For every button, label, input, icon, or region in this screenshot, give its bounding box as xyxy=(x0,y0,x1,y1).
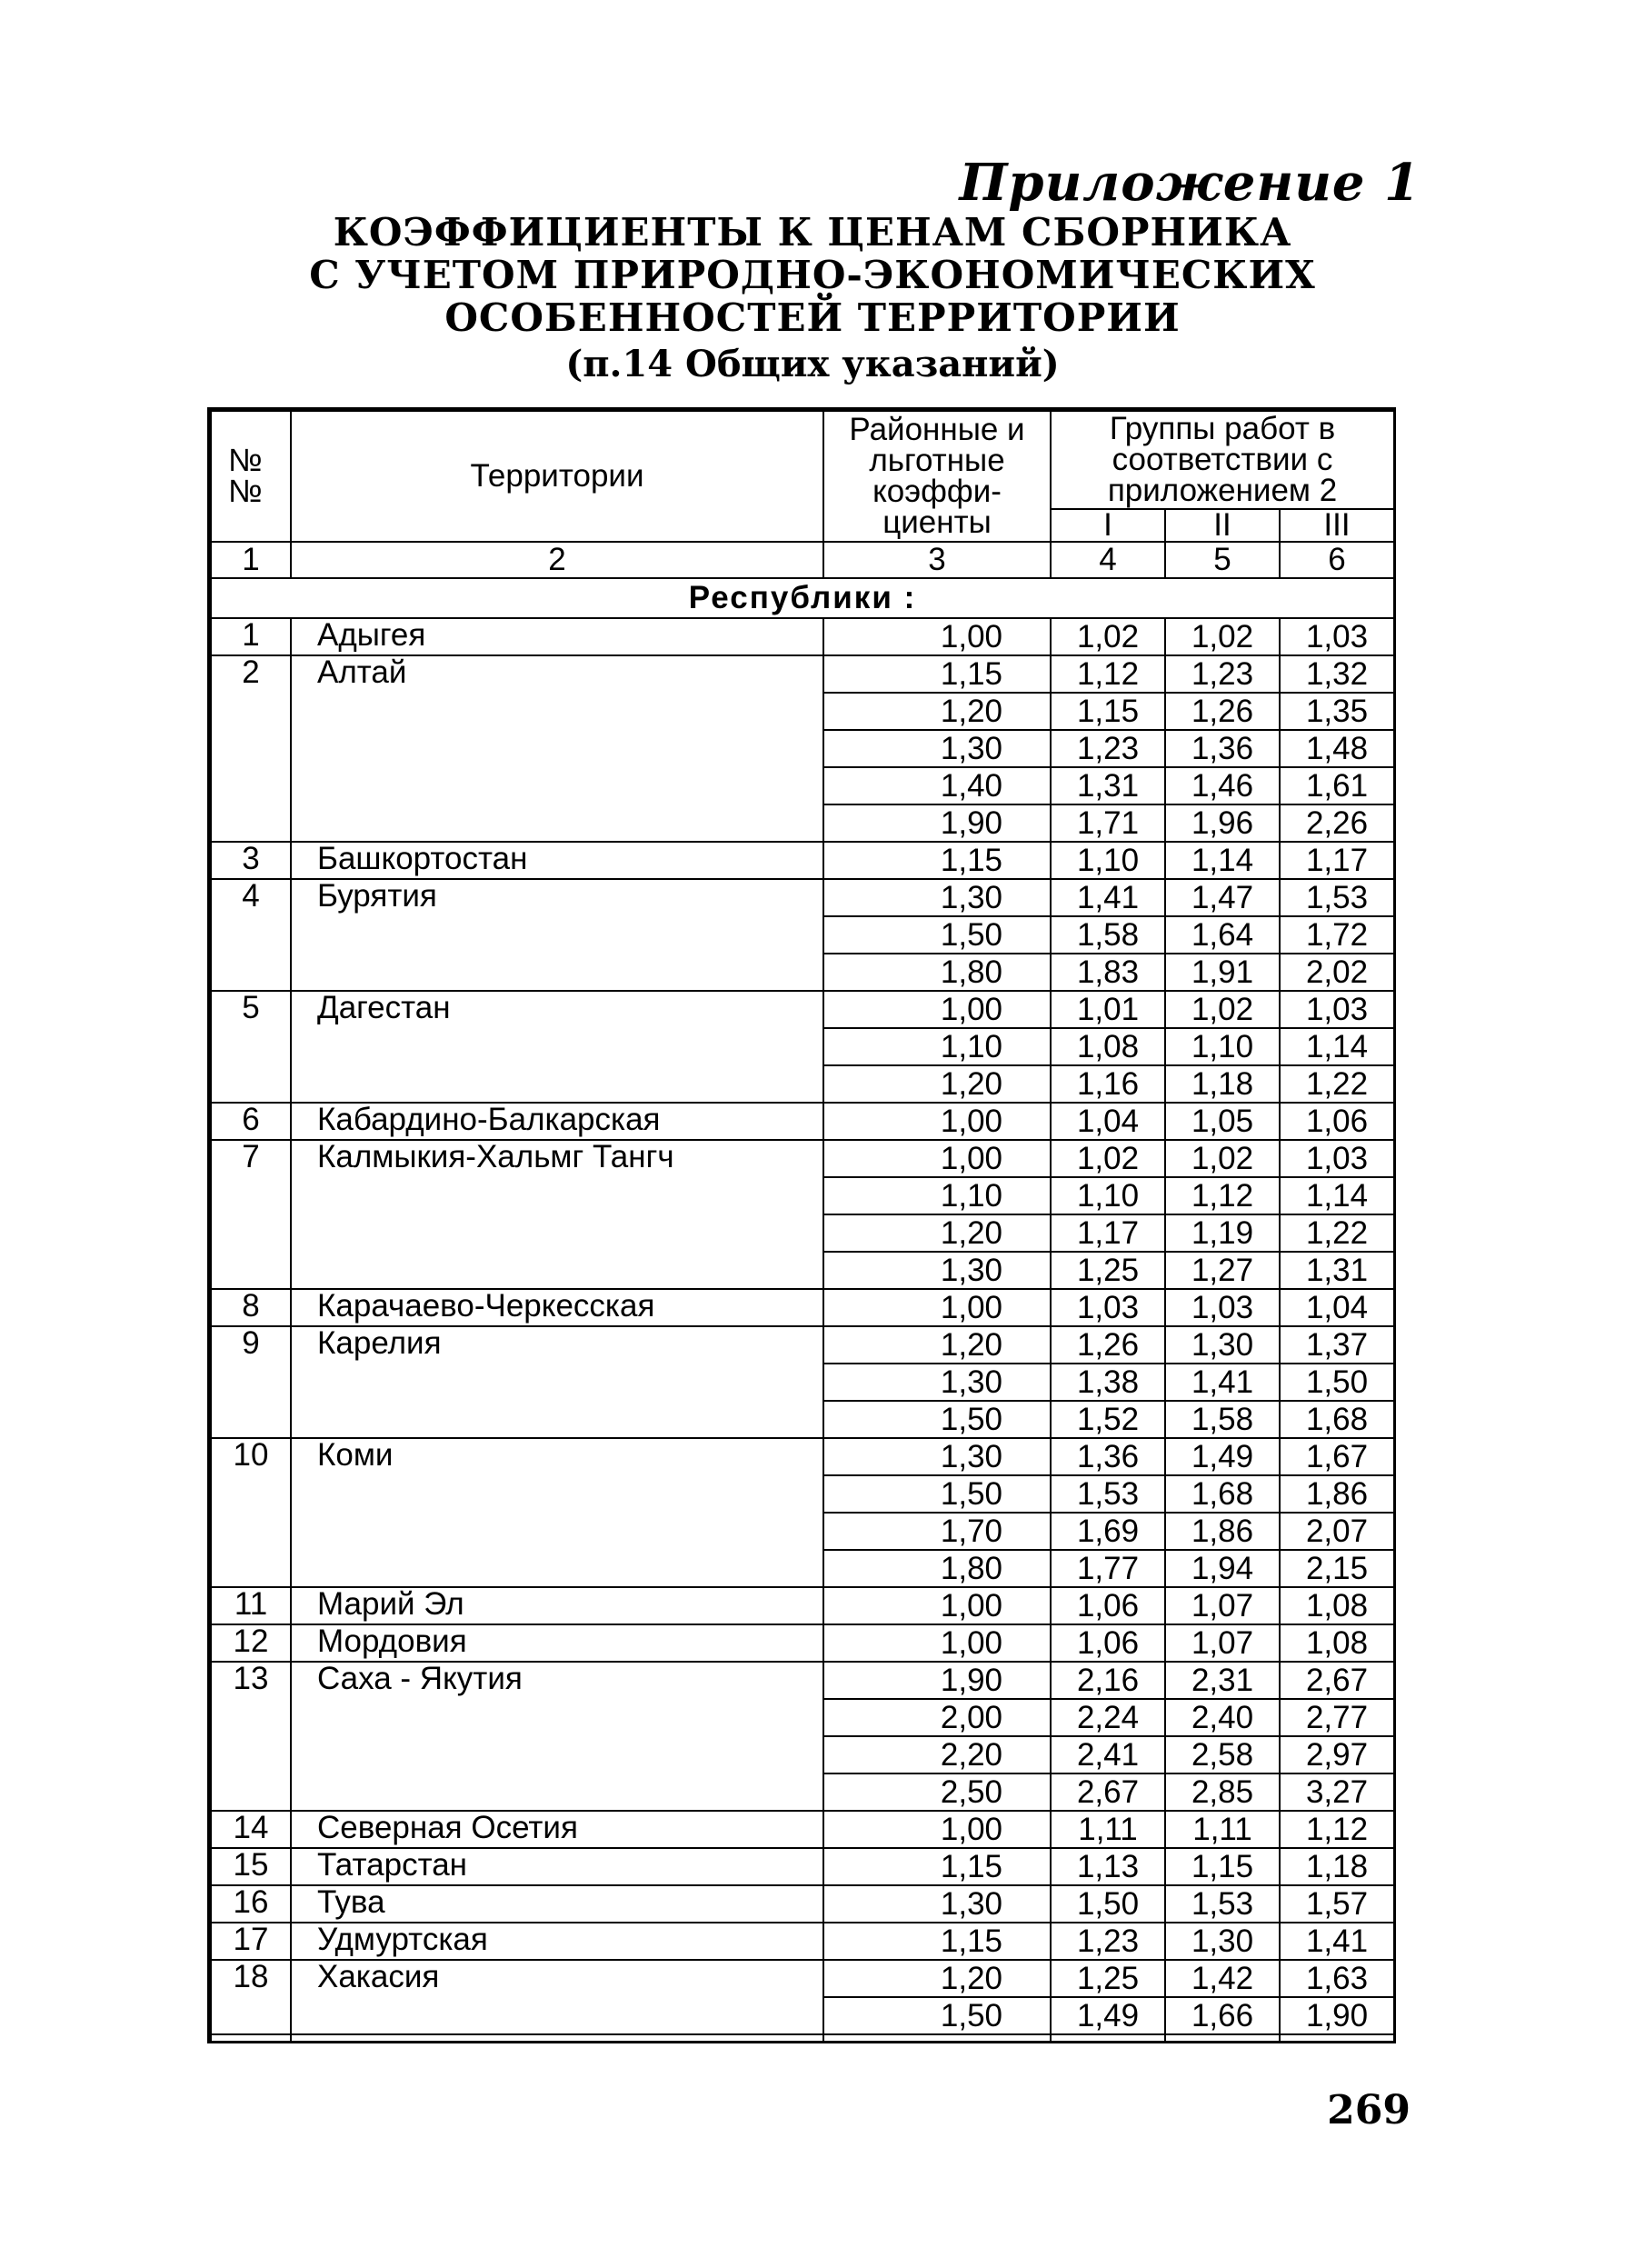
group-2-value: 1,15 xyxy=(1165,1848,1280,1885)
group-1-value: 1,01 xyxy=(1051,991,1165,1028)
table-row xyxy=(211,655,1394,693)
regional-coefficient: 1,20 xyxy=(823,1065,1051,1103)
regional-coefficient: 1,10 xyxy=(823,1028,1051,1065)
region-name: Северная Осетия xyxy=(291,1811,823,1848)
column-number: 2 xyxy=(291,542,823,578)
region-name: Мордовия xyxy=(291,1624,823,1662)
region-name: Дагестан xyxy=(291,991,823,1103)
table-row xyxy=(211,1848,1394,1885)
region-number: 15 xyxy=(211,1848,291,1885)
group-3-value: 2,26 xyxy=(1280,804,1394,842)
table-row xyxy=(211,1885,1394,1923)
group-1-value: 1,06 xyxy=(1051,1624,1165,1662)
coefficients-table xyxy=(210,410,1395,2043)
group-2-value: 1,10 xyxy=(1165,1028,1280,1065)
region-number: 2 xyxy=(211,655,291,842)
regional-coefficient: 1,00 xyxy=(823,618,1051,655)
regional-coefficient: 1,30 xyxy=(823,1364,1051,1401)
group-2-value: 2,40 xyxy=(1165,1699,1280,1736)
group-1-value: 1,15 xyxy=(1051,693,1165,730)
column-number: 5 xyxy=(1165,542,1280,578)
group-2-value: 1,12 xyxy=(1165,1177,1280,1214)
group-3-value: 1,08 xyxy=(1280,1587,1394,1624)
regional-coefficient: 1,80 xyxy=(823,1550,1051,1587)
region-number: 5 xyxy=(211,991,291,1103)
region-name: Марий Эл xyxy=(291,1587,823,1624)
group-2-value: 1,58 xyxy=(1165,1401,1280,1438)
table-row xyxy=(211,1811,1394,1848)
group-3-value: 1,37 xyxy=(1280,1326,1394,1364)
group-1-value: 1,36 xyxy=(1051,1438,1165,1475)
regional-coefficient: 2,50 xyxy=(823,1773,1051,1811)
group-2-value: 1,02 xyxy=(1165,1140,1280,1177)
group-3-value: 1,03 xyxy=(1280,1140,1394,1177)
group-2-value: 1,36 xyxy=(1165,730,1280,767)
region-number: 18 xyxy=(211,1960,291,2034)
group-2-value: 1,18 xyxy=(1165,1065,1280,1103)
region-number: 11 xyxy=(211,1587,291,1624)
header-work-groups: Группы работ в соответствии с приложением 2 xyxy=(1051,411,1394,509)
group-3-value: 2,02 xyxy=(1280,954,1394,991)
region-number: 10 xyxy=(211,1438,291,1587)
group-1-value: 1,08 xyxy=(1051,1028,1165,1065)
group-1-value: 1,11 xyxy=(1051,1811,1165,1848)
region-name: Бурятия xyxy=(291,879,823,991)
group-3-value: 2,15 xyxy=(1280,1550,1394,1587)
regional-coefficient: 1,00 xyxy=(823,991,1051,1028)
region-number: 17 xyxy=(211,1923,291,1960)
group-3-value: 2,97 xyxy=(1280,1736,1394,1773)
group-3-value: 1,63 xyxy=(1280,1960,1394,1997)
regional-coefficient: 1,00 xyxy=(823,1587,1051,1624)
group-2-value: 1,91 xyxy=(1165,954,1280,991)
region-name: Башкортостан xyxy=(291,842,823,879)
table-row xyxy=(211,991,1394,1028)
region-number: 7 xyxy=(211,1140,291,1289)
group-1-value: 1,52 xyxy=(1051,1401,1165,1438)
region-number: 12 xyxy=(211,1624,291,1662)
group-1-value: 1,06 xyxy=(1051,1587,1165,1624)
regional-coefficient: 1,20 xyxy=(823,693,1051,730)
group-1-value: 1,13 xyxy=(1051,1848,1165,1885)
region-name: Карелия xyxy=(291,1326,823,1438)
regional-coefficient: 1,90 xyxy=(823,1662,1051,1699)
group-3-value: 1,04 xyxy=(1280,1289,1394,1326)
table-row xyxy=(211,842,1394,879)
region-name: Тува xyxy=(291,1885,823,1923)
group-3-value: 1,50 xyxy=(1280,1364,1394,1401)
group-3-value: 1,48 xyxy=(1280,730,1394,767)
title-line: ОСОБЕННОСТЕЙ ТЕРРИТОРИИ xyxy=(444,295,1181,340)
group-2-value: 1,07 xyxy=(1165,1587,1280,1624)
group-3-value: 1,22 xyxy=(1280,1065,1394,1103)
group-2-value: 2,58 xyxy=(1165,1736,1280,1773)
group-1-value: 1,41 xyxy=(1051,879,1165,916)
group-3-value: 1,32 xyxy=(1280,655,1394,693)
group-3-value: 1,14 xyxy=(1280,1177,1394,1214)
filler-row xyxy=(211,2034,1394,2043)
regional-coefficient: 1,15 xyxy=(823,842,1051,879)
group-3-value: 1,31 xyxy=(1280,1252,1394,1289)
group-1-value: 2,24 xyxy=(1051,1699,1165,1736)
group-1-value: 1,16 xyxy=(1051,1065,1165,1103)
empty-cell xyxy=(1165,2034,1280,2043)
group-2-value: 1,41 xyxy=(1165,1364,1280,1401)
group-1-value: 1,02 xyxy=(1051,618,1165,655)
group-3-value: 1,14 xyxy=(1280,1028,1394,1065)
region-number: 14 xyxy=(211,1811,291,1848)
region-name: Кабардино-Балкарская xyxy=(291,1103,823,1140)
header-group-1: I xyxy=(1051,509,1165,542)
header-coefficients: Районные и льготные коэффи-циенты xyxy=(823,411,1051,542)
group-2-value: 1,86 xyxy=(1165,1513,1280,1550)
group-1-value: 1,23 xyxy=(1051,1923,1165,1960)
group-1-value: 1,49 xyxy=(1051,1997,1165,2034)
group-2-value: 1,02 xyxy=(1165,991,1280,1028)
table-row xyxy=(211,1289,1394,1326)
column-number-row xyxy=(211,542,1394,578)
regional-coefficient: 2,20 xyxy=(823,1736,1051,1773)
table-row xyxy=(211,1140,1394,1177)
subtitle: (п.14 Общих указаний) xyxy=(565,343,1060,385)
group-1-value: 1,12 xyxy=(1051,655,1165,693)
title-line: С УЧЕТОМ ПРИРОДНО-ЭКОНОМИЧЕСКИХ xyxy=(309,253,1316,297)
regional-coefficient: 1,15 xyxy=(823,1923,1051,1960)
group-2-value: 1,03 xyxy=(1165,1289,1280,1326)
group-2-value: 2,85 xyxy=(1165,1773,1280,1811)
group-2-value: 1,05 xyxy=(1165,1103,1280,1140)
regional-coefficient: 1,15 xyxy=(823,655,1051,693)
column-number: 1 xyxy=(211,542,291,578)
group-3-value: 1,90 xyxy=(1280,1997,1394,2034)
group-1-value: 1,38 xyxy=(1051,1364,1165,1401)
group-3-value: 1,53 xyxy=(1280,879,1394,916)
regional-coefficient: 1,30 xyxy=(823,730,1051,767)
group-1-value: 1,69 xyxy=(1051,1513,1165,1550)
regional-coefficient: 1,50 xyxy=(823,1997,1051,2034)
region-name: Алтай xyxy=(291,655,823,842)
group-1-value: 1,23 xyxy=(1051,730,1165,767)
group-1-value: 1,50 xyxy=(1051,1885,1165,1923)
group-3-value: 2,07 xyxy=(1280,1513,1394,1550)
regional-coefficient: 1,90 xyxy=(823,804,1051,842)
region-name: Карачаево-Черкесская xyxy=(291,1289,823,1326)
region-name: Коми xyxy=(291,1438,823,1587)
group-3-value: 3,27 xyxy=(1280,1773,1394,1811)
empty-cell xyxy=(291,2034,823,2043)
group-2-value: 1,23 xyxy=(1165,655,1280,693)
group-2-value: 1,07 xyxy=(1165,1624,1280,1662)
region-number: 16 xyxy=(211,1885,291,1923)
group-2-value: 1,30 xyxy=(1165,1326,1280,1364)
regional-coefficient: 1,30 xyxy=(823,1438,1051,1475)
regional-coefficient: 1,20 xyxy=(823,1960,1051,1997)
region-number: 9 xyxy=(211,1326,291,1438)
empty-cell xyxy=(1051,2034,1165,2043)
table-row xyxy=(211,1662,1394,1699)
table-row xyxy=(211,1587,1394,1624)
regional-coefficient: 1,15 xyxy=(823,1848,1051,1885)
regional-coefficient: 1,00 xyxy=(823,1289,1051,1326)
regional-coefficient: 1,30 xyxy=(823,1885,1051,1923)
group-2-value: 1,46 xyxy=(1165,767,1280,804)
group-3-value: 1,17 xyxy=(1280,842,1394,879)
regional-coefficient: 1,50 xyxy=(823,1475,1051,1513)
appendix-title: Приложение 1 xyxy=(959,153,1421,213)
region-name: Адыгея xyxy=(291,618,823,655)
group-3-value: 1,67 xyxy=(1280,1438,1394,1475)
group-1-value: 1,03 xyxy=(1051,1289,1165,1326)
group-2-value: 1,66 xyxy=(1165,1997,1280,2034)
group-3-value: 1,03 xyxy=(1280,991,1394,1028)
group-2-value: 1,27 xyxy=(1165,1252,1280,1289)
group-3-value: 1,61 xyxy=(1280,767,1394,804)
group-3-value: 1,57 xyxy=(1280,1885,1394,1923)
header-group-3: III xyxy=(1280,509,1394,542)
group-1-value: 1,25 xyxy=(1051,1252,1165,1289)
group-1-value: 1,10 xyxy=(1051,1177,1165,1214)
column-number: 6 xyxy=(1280,542,1394,578)
regional-coefficient: 1,50 xyxy=(823,916,1051,954)
group-2-value: 1,02 xyxy=(1165,618,1280,655)
column-number: 3 xyxy=(823,542,1051,578)
group-1-value: 2,41 xyxy=(1051,1736,1165,1773)
regional-coefficient: 1,80 xyxy=(823,954,1051,991)
group-1-value: 1,31 xyxy=(1051,767,1165,804)
regional-coefficient: 1,00 xyxy=(823,1103,1051,1140)
page-number: 269 xyxy=(1327,2087,1411,2133)
group-1-value: 1,25 xyxy=(1051,1960,1165,1997)
title-block xyxy=(0,211,1625,386)
group-3-value: 1,35 xyxy=(1280,693,1394,730)
group-1-value: 1,71 xyxy=(1051,804,1165,842)
group-2-value: 1,53 xyxy=(1165,1885,1280,1923)
regional-coefficient: 1,10 xyxy=(823,1177,1051,1214)
table-row xyxy=(211,1103,1394,1140)
table-row xyxy=(211,1438,1394,1475)
header-territory: Территории xyxy=(291,411,823,542)
group-1-value: 1,77 xyxy=(1051,1550,1165,1587)
region-name: Удмуртская xyxy=(291,1923,823,1960)
group-3-value: 1,68 xyxy=(1280,1401,1394,1438)
section-row xyxy=(211,578,1394,618)
table-row xyxy=(211,1923,1394,1960)
group-3-value: 1,12 xyxy=(1280,1811,1394,1848)
table-row xyxy=(211,1326,1394,1364)
regional-coefficient: 1,70 xyxy=(823,1513,1051,1550)
table-row xyxy=(211,1624,1394,1662)
group-2-value: 1,68 xyxy=(1165,1475,1280,1513)
group-2-value: 1,19 xyxy=(1165,1214,1280,1252)
group-2-value: 1,49 xyxy=(1165,1438,1280,1475)
group-3-value: 1,41 xyxy=(1280,1923,1394,1960)
regional-coefficient: 1,30 xyxy=(823,1252,1051,1289)
group-3-value: 1,08 xyxy=(1280,1624,1394,1662)
group-2-value: 1,47 xyxy=(1165,879,1280,916)
empty-cell xyxy=(1280,2034,1394,2043)
region-number: 4 xyxy=(211,879,291,991)
empty-cell xyxy=(823,2034,1051,2043)
group-1-value: 1,83 xyxy=(1051,954,1165,991)
group-3-value: 2,77 xyxy=(1280,1699,1394,1736)
group-2-value: 1,64 xyxy=(1165,916,1280,954)
regional-coefficient: 1,00 xyxy=(823,1624,1051,1662)
header-row xyxy=(211,411,1394,509)
title-line: КОЭФФИЦИЕНТЫ К ЦЕНАМ СБОРНИКА xyxy=(333,210,1292,255)
group-1-value: 1,58 xyxy=(1051,916,1165,954)
region-number: 3 xyxy=(211,842,291,879)
region-number: 6 xyxy=(211,1103,291,1140)
group-1-value: 1,17 xyxy=(1051,1214,1165,1252)
group-3-value: 1,03 xyxy=(1280,618,1394,655)
region-number: 8 xyxy=(211,1289,291,1326)
group-1-value: 1,10 xyxy=(1051,842,1165,879)
regional-coefficient: 1,30 xyxy=(823,879,1051,916)
group-1-value: 1,26 xyxy=(1051,1326,1165,1364)
region-name: Саха - Якутия xyxy=(291,1662,823,1811)
group-1-value: 1,53 xyxy=(1051,1475,1165,1513)
section-title: Республики : xyxy=(211,578,1394,618)
regional-coefficient: 1,20 xyxy=(823,1326,1051,1364)
group-2-value: 1,11 xyxy=(1165,1811,1280,1848)
header-group-2: II xyxy=(1165,509,1280,542)
group-3-value: 1,18 xyxy=(1280,1848,1394,1885)
group-1-value: 1,04 xyxy=(1051,1103,1165,1140)
group-1-value: 1,02 xyxy=(1051,1140,1165,1177)
table-row xyxy=(211,1960,1394,1997)
regional-coefficient: 1,40 xyxy=(823,767,1051,804)
group-3-value: 1,22 xyxy=(1280,1214,1394,1252)
group-3-value: 1,72 xyxy=(1280,916,1394,954)
region-number: 1 xyxy=(211,618,291,655)
empty-cell xyxy=(211,2034,291,2043)
group-2-value: 1,42 xyxy=(1165,1960,1280,1997)
column-number: 4 xyxy=(1051,542,1165,578)
header-number: № № xyxy=(211,411,291,542)
group-3-value: 1,86 xyxy=(1280,1475,1394,1513)
group-1-value: 2,67 xyxy=(1051,1773,1165,1811)
regional-coefficient: 1,00 xyxy=(823,1811,1051,1848)
region-name: Калмыкия-Хальмг Тангч xyxy=(291,1140,823,1289)
group-3-value: 1,06 xyxy=(1280,1103,1394,1140)
regional-coefficient: 2,00 xyxy=(823,1699,1051,1736)
regional-coefficient: 1,20 xyxy=(823,1214,1051,1252)
region-name: Хакасия xyxy=(291,1960,823,2034)
region-name: Татарстан xyxy=(291,1848,823,1885)
group-2-value: 1,26 xyxy=(1165,693,1280,730)
regional-coefficient: 1,00 xyxy=(823,1140,1051,1177)
group-2-value: 1,96 xyxy=(1165,804,1280,842)
group-2-value: 1,30 xyxy=(1165,1923,1280,1960)
group-2-value: 1,14 xyxy=(1165,842,1280,879)
coefficients-table-frame xyxy=(207,407,1396,2043)
table-row xyxy=(211,879,1394,916)
group-1-value: 2,16 xyxy=(1051,1662,1165,1699)
region-number: 13 xyxy=(211,1662,291,1811)
regional-coefficient: 1,50 xyxy=(823,1401,1051,1438)
group-2-value: 1,94 xyxy=(1165,1550,1280,1587)
table-row xyxy=(211,618,1394,655)
group-3-value: 2,67 xyxy=(1280,1662,1394,1699)
group-2-value: 2,31 xyxy=(1165,1662,1280,1699)
